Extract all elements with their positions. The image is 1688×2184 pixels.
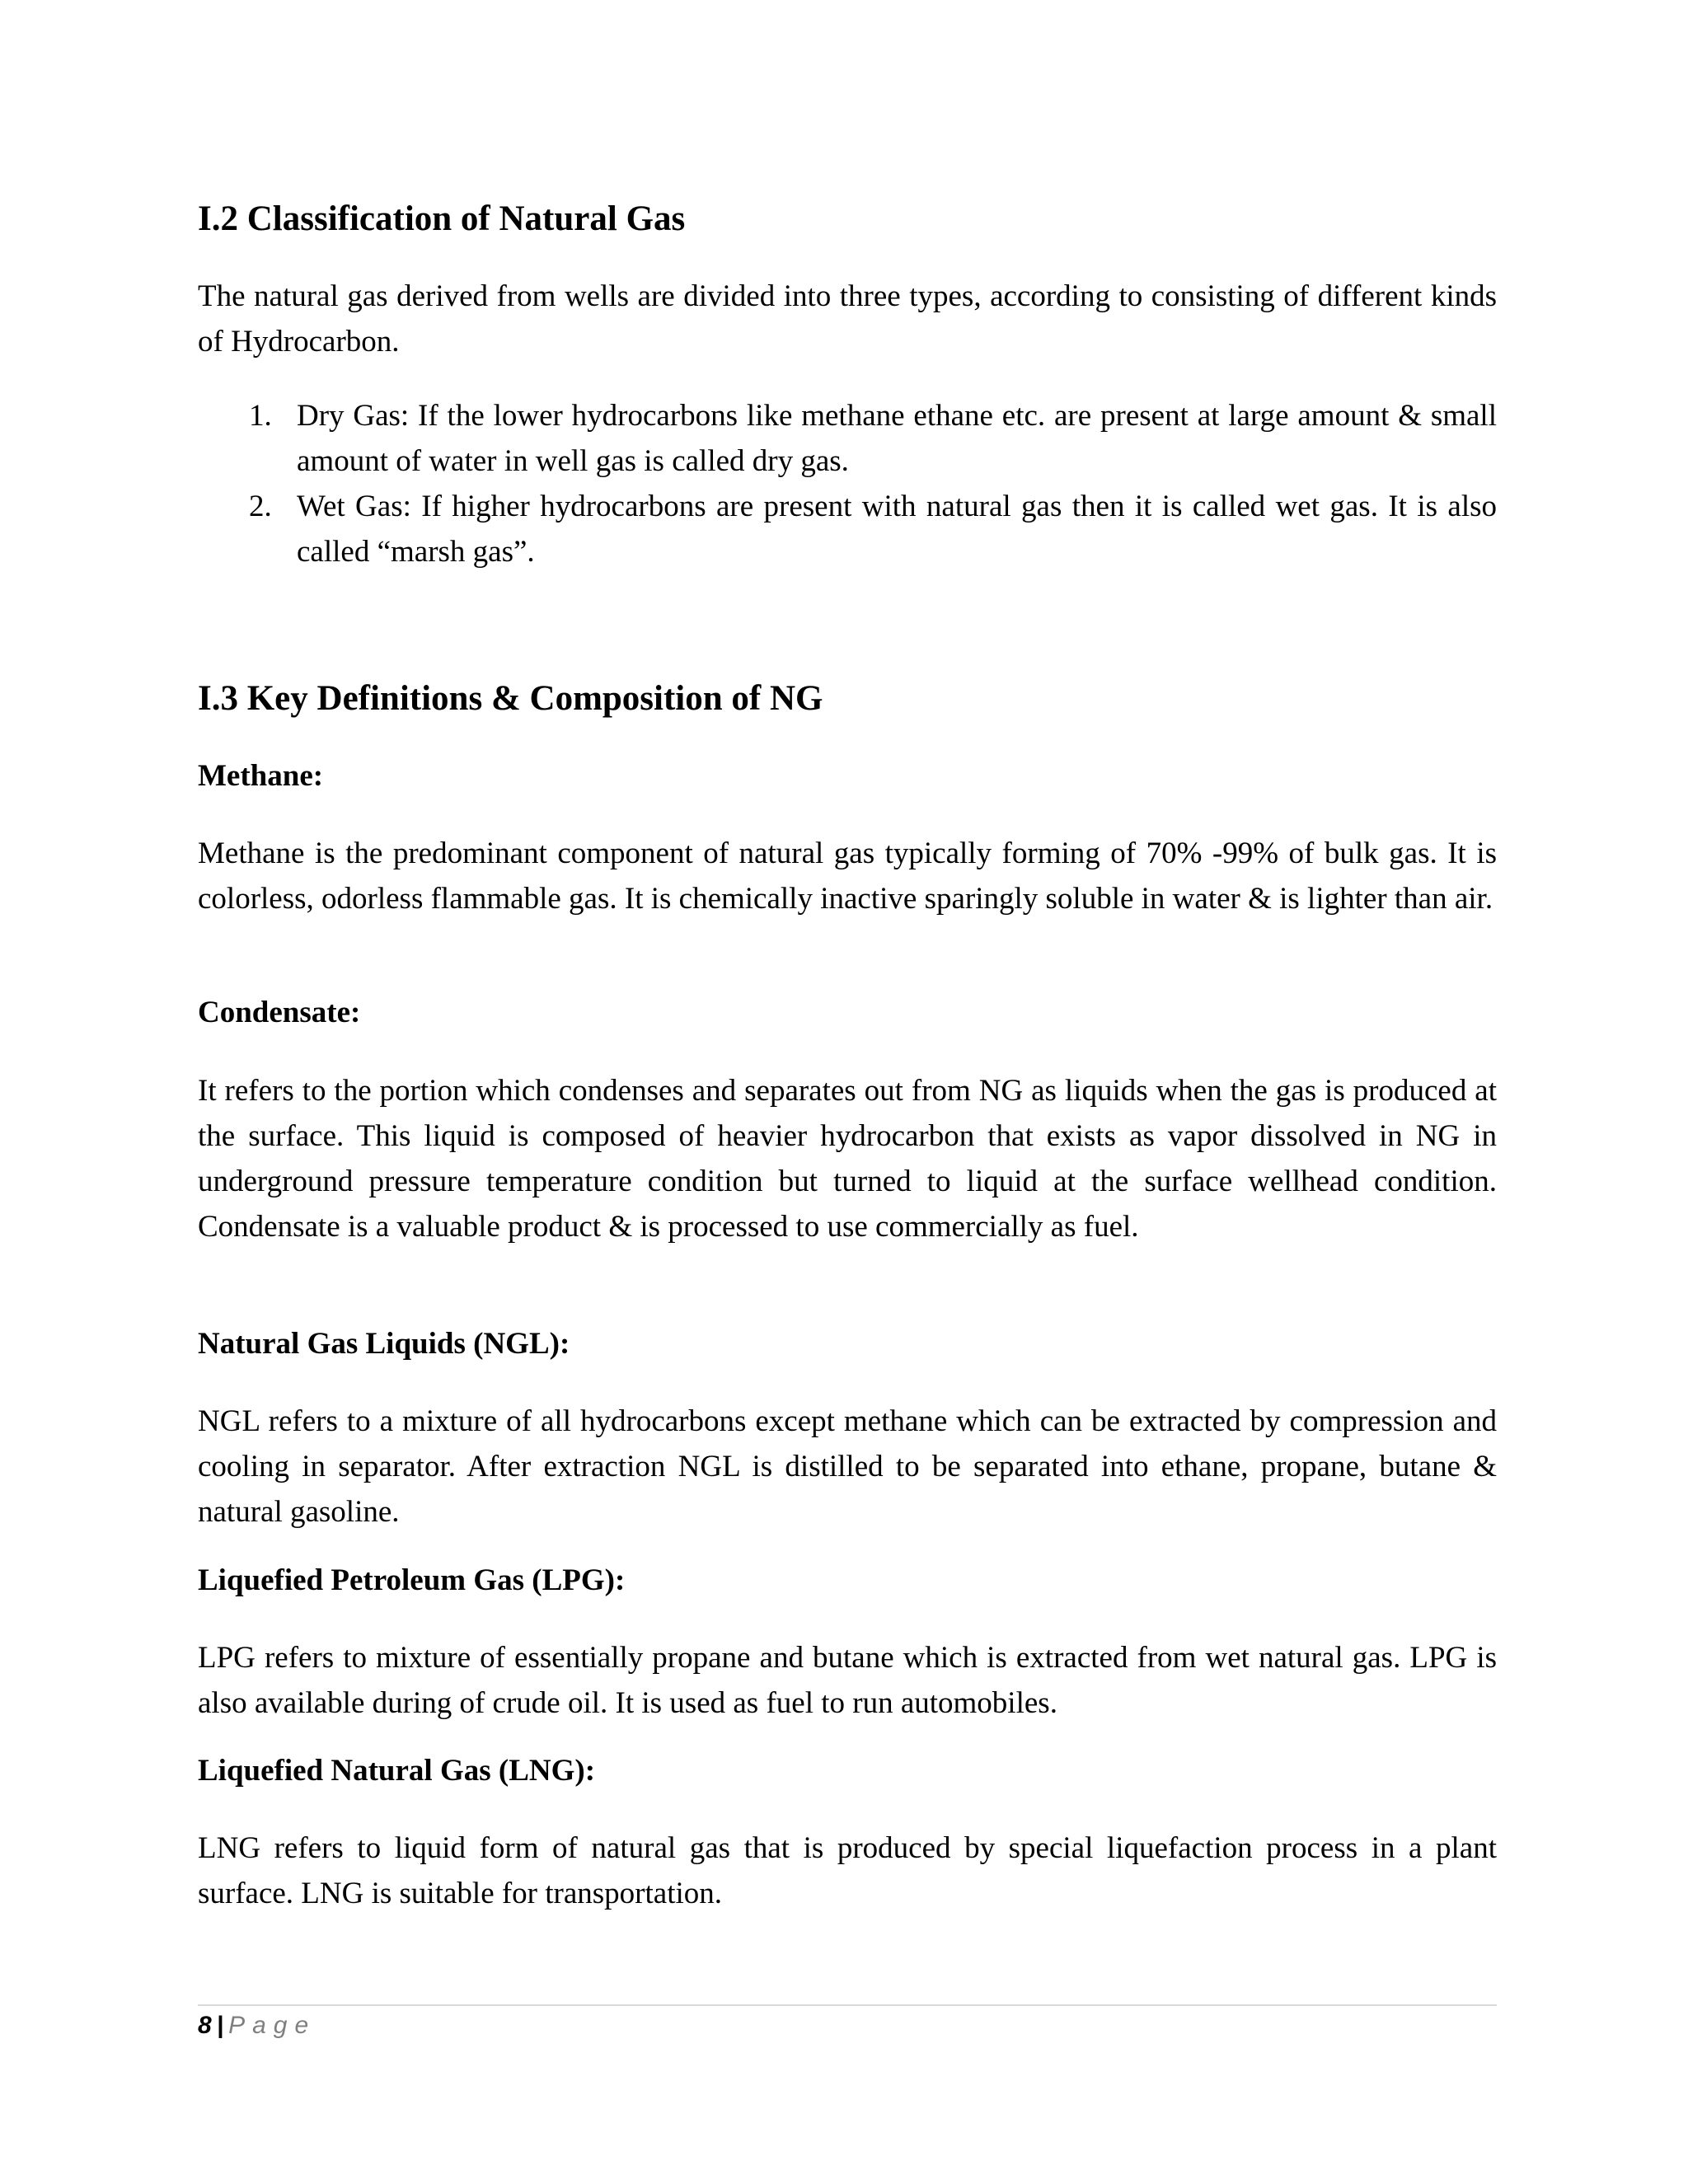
- definition-title-lpg: Liquefied Petroleum Gas (LPG):: [198, 1563, 626, 1597]
- classification-intro-paragraph: The natural gas derived from wells are divided into three types, according to consisting of different kinds of Hydrocarbon.: [198, 279, 1497, 359]
- list-item: [198, 484, 1497, 574]
- section-heading-key-definitions: I.3 Key Definitions & Composition of NG: [198, 679, 823, 718]
- page-label: Page: [228, 2012, 316, 2039]
- definition-title-ngl: Natural Gas Liquids (NGL):: [198, 1327, 570, 1361]
- footer-separator: |: [216, 2012, 224, 2039]
- definition-text-lpg: LPG refers to mixture of essentially propane and butane which is extracted from wet natural gas. LPG is also available during of crude oil. It is used as fuel to run automobiles.: [198, 1641, 1497, 1720]
- list-item-number: 2.: [249, 490, 272, 523]
- definition-title-condensate: Condensate:: [198, 996, 361, 1029]
- definition-text-condensate: It refers to the portion which condenses and separates out from NG as liquids when the gas is produced at the surface. This liquid is composed of heavier hydrocarbon that exists as vapor dissolved in NG in underground pressure temperature condition but turned to liquid at the surface wellhead condition. Condensate is a valuable product & is processed to use commercially as fuel.: [198, 1074, 1497, 1244]
- definition-title-methane: Methane:: [198, 759, 324, 793]
- definition-title-lng: Liquefied Natural Gas (LNG):: [198, 1754, 596, 1788]
- list-item-number: 1.: [249, 399, 272, 433]
- list-item: [198, 393, 1497, 484]
- footer-divider: [198, 2004, 1497, 2006]
- list-item-text: Dry Gas: If the lower hydrocarbons like methane ethane etc. are present at large amount & small amount of water in well gas is called dry gas.: [297, 399, 1497, 478]
- section-heading-classification: I.2 Classification of Natural Gas: [198, 199, 686, 238]
- gas-type-list: [198, 393, 1497, 574]
- document-page: [198, 0, 1497, 2184]
- list-item-text: Wet Gas: If higher hydrocarbons are present with natural gas then it is called wet gas. It is also called “marsh gas”.: [297, 490, 1497, 569]
- definition-text-ngl: NGL refers to a mixture of all hydrocarbons except methane which can be extracted by compression and cooling in separator. After extraction NGL is distilled to be separated into ethane, propane, butane & natural gasoline.: [198, 1404, 1497, 1529]
- definition-text-lng: LNG refers to liquid form of natural gas that is produced by special liquefaction process in a plant surface. LNG is suitable for transportation.: [198, 1831, 1497, 1910]
- definition-text-methane: Methane is the predominant component of natural gas typically forming of 70% -99% of bulk gas. It is colorless, odorless flammable gas. It is chemically inactive sparingly soluble in water & is lighter than air.: [198, 837, 1497, 916]
- page-number: 8: [198, 2012, 212, 2039]
- page-footer: [198, 2009, 316, 2042]
